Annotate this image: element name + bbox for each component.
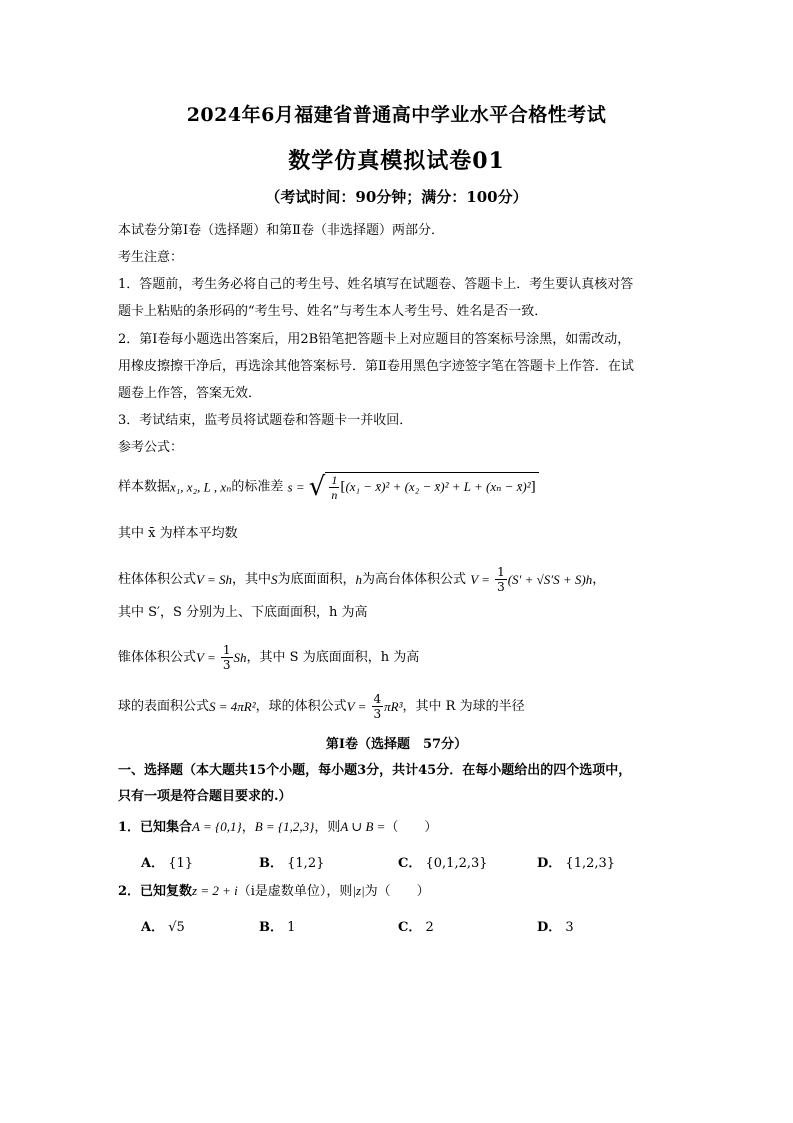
exam-subtitle: 数学仿真模拟试卷01 [288,148,505,174]
note-1-line-2: 题卡上粘贴的条形码的“考生号、姓名”与考生本人考生号、姓名是否一致． [118,304,548,319]
q2-stem-text-2: （i是虚数单位），则 [237,884,353,899]
option-label: D． [537,920,562,935]
formula-frustum-note: 其中 S′，S 分别为上、下底面面积，h 为高 [118,605,368,620]
formula-cone-rhs: Sh [233,650,247,665]
formula-sphere-area-label: 球的表面积公式 [118,699,210,714]
formula-frustum-rhs: (S′ + √S′S + S)h [507,572,593,587]
q1-set-a: A = {0,1} [192,819,242,834]
option-value: {1,2,3} [565,856,616,871]
option-value: {1,2} [287,856,325,871]
formula-prism-text-1: ，其中 [232,572,272,587]
formula-std-dev [118,472,539,502]
q1-union-expr: A ∪ B = [340,819,386,834]
option-value: 3 [565,920,574,935]
formula-prism-var-h: h [355,572,363,587]
q2-abs-z: |z| [352,883,365,898]
option-value: 1 [287,920,296,935]
formula-prism-var-s: S [271,572,278,587]
option-label: C． [398,856,422,871]
notes-heading: 考生注意： [118,250,184,265]
option-label: A． [141,856,165,871]
fraction-numerator: 1 [222,643,231,657]
radical-sign: √ [308,472,326,502]
option-label: B． [259,856,283,871]
formula-mean-note: 其中 x̄ 为样本平均数 [118,526,238,541]
formula-sphere-volume-rhs: πR³ [384,699,403,714]
option-label: B． [259,920,283,935]
question-1-stem [118,820,437,834]
formula-sphere-volume-lhs: V = [346,699,367,714]
intro-text: 本试卷分第Ⅰ卷（选择题）和第Ⅱ卷（非选择题）两部分． [118,223,444,238]
fraction-denominator: 3 [497,580,505,594]
formula-cone-label: 锥体体积公式 [118,650,197,665]
option-value: √5 [168,920,185,935]
fraction-numerator: 1 [331,473,338,487]
q2-complex-z: z = 2 + i [192,883,238,898]
fraction-numerator: 4 [373,692,382,706]
q1-option-c[interactable] [398,852,488,871]
formula-std-prefix: 样本数据 [118,479,171,495]
fraction-numerator: 1 [497,565,505,579]
fraction-denominator: n [331,488,338,502]
formula-cone [118,643,419,672]
formula-sphere-area-expr: S = 4πR² [209,699,256,714]
fraction-four-third [372,692,384,721]
note-2-line-2: 用橡皮擦擦干净后，再选涂其他答案标号．第Ⅱ卷用黑色字迹签字笔在答题卡上作答．在试 [118,359,634,374]
q1-option-d[interactable] [537,852,615,871]
formula-sphere [118,692,525,721]
option-value: {1} [168,856,194,871]
fraction-denominator: 3 [373,707,382,721]
section-1-title: 第Ⅰ卷（选择题 57分） [325,737,468,752]
formula-std-lhs: s = [287,479,305,495]
q1-stem-text-1: 1．已知集合 [118,820,193,835]
option-label: A． [141,920,165,935]
q2-option-d[interactable] [537,916,574,935]
exam-title: 2024年6月福建省普通高中学业水平合格性考试 [186,104,607,126]
fraction-one-over-n [329,473,339,502]
formula-frustum-lhs: V = [470,572,490,587]
note-3: 3．考试结束，监考员将试题卷和答题卡一并收回． [118,413,413,428]
option-label: D． [537,856,562,871]
q1-option-b[interactable] [259,852,324,871]
question-2-stem [118,884,430,898]
formula-cone-note: ，其中 S 为底面面积，h 为高 [246,650,420,665]
formula-prism-label: 柱体体积公式 [118,572,197,587]
q1-option-a[interactable] [141,852,193,871]
q1-blank: （ ） [385,820,438,835]
q2-stem-text-1: 2．已知复数 [118,884,193,899]
q2-stem-text-3: 为（ ） [364,884,430,899]
formula-std-body: (x₁ − x̄)² + (x₂ − x̄)² + L + (xₙ − x̄)² [345,479,531,494]
note-1-line-1: 1．答题前，考生务必将自己的考生号、姓名填写在试题卷、答题卡上．考生要认真核对答 [118,277,634,292]
formula-sphere-note: ，其中 R 为球的半径 [402,699,525,714]
note-2-line-3: 题卷上作答，答案无效． [118,386,262,401]
sqrt-body: $\frac{1}{n}$ [(x₁ − x̄)² + (x₂ − x̄)² + L + (xₙ − x̄)²] [325,472,538,502]
note-2-line-1: 2．第Ⅰ卷每小题选出答案后，用2B铅笔把答题卡上对应题目的答案标号涂黑，如需改动， [118,332,631,347]
sqrt-expression [309,472,539,502]
q2-option-b[interactable] [259,916,295,935]
option-label: C． [398,920,422,935]
q1-set-b: B = {1,2,3} [254,819,315,834]
q2-option-c[interactable] [398,916,434,935]
formula-std-vars: x₁, x₂, L , xₙ [170,479,232,495]
formula-prism-frustum [118,565,605,594]
fraction-one-third [221,643,233,672]
formula-heading: 参考公式： [118,440,184,455]
q1-stem-text-2: ， [241,820,255,835]
formula-std-mid: 的标准差 [231,479,284,495]
formula-cone-lhs: V = [196,650,216,665]
exam-time-score: （考试时间：90分钟；满分：100分） [265,188,528,206]
formula-sphere-volume-label: ，球的体积公式 [255,699,347,714]
formula-prism-text-2: 为底面面积， [277,572,356,587]
fraction-denominator: 3 [222,658,231,672]
q2-option-a[interactable] [141,916,185,935]
part-1-heading-line-2: 只有一项是符合题目要求的.） [118,789,292,804]
formula-frustum-tail: ， [592,572,606,587]
formula-prism-expr: V = Sh [196,572,232,587]
formula-frustum-label: 为高台体体积公式 [362,572,467,587]
fraction-one-third [495,565,507,594]
option-value: {0,1,2,3} [425,856,488,871]
option-value: 2 [425,920,434,935]
part-1-heading-line-1: 一、选择题（本大题共15个小题，每小题3分，共计45分．在每小题给出的四个选项中， [118,763,632,778]
q1-stem-text-3: ，则 [314,820,341,835]
